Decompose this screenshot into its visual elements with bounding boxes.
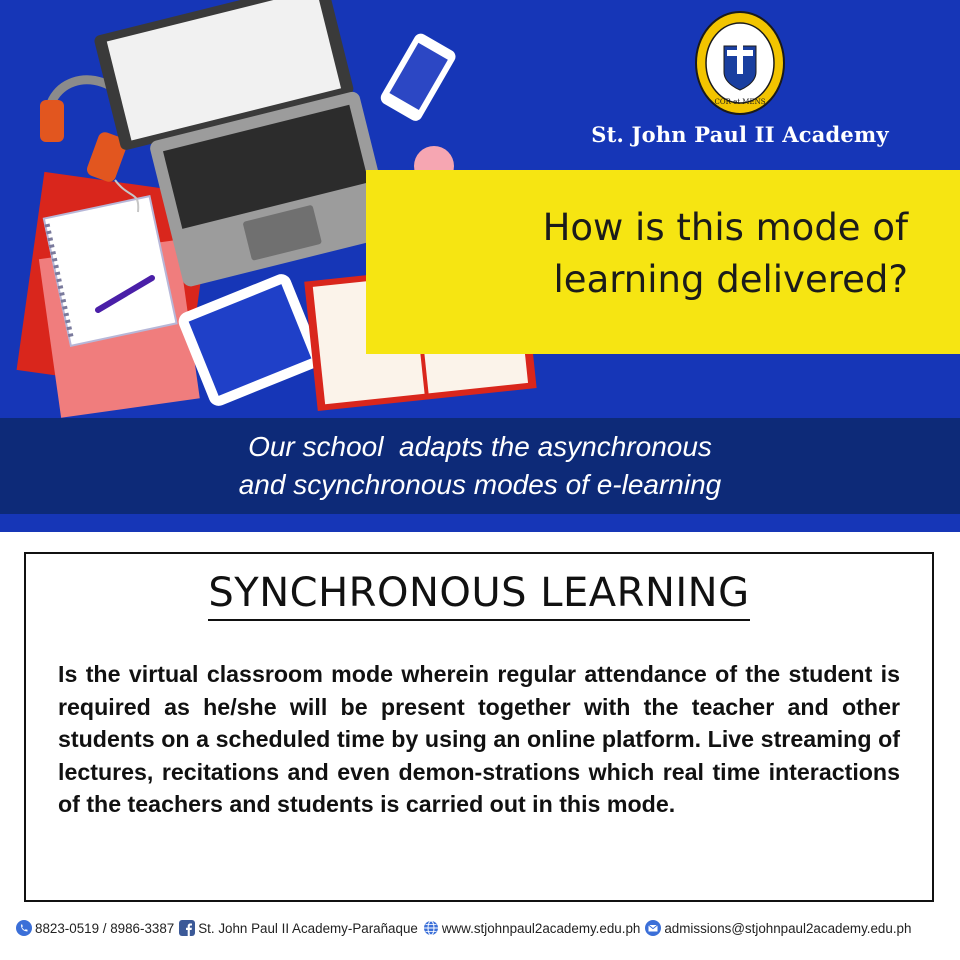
footer-facebook[interactable] [179, 920, 418, 936]
question-box [366, 170, 960, 354]
facebook-icon [179, 920, 195, 936]
subtitle-line-1: Our school adapts the asynchronous [248, 431, 712, 462]
footer-phone[interactable] [16, 920, 174, 936]
footer-facebook-text: St. John Paul II Academy-Parañaque [198, 920, 418, 936]
globe-icon [423, 920, 439, 936]
phone [378, 31, 458, 123]
phone-icon [16, 920, 32, 936]
footer-phone-text: 8823-0519 / 8986-3387 [35, 920, 175, 936]
footer-email[interactable] [645, 920, 911, 936]
school-logo [694, 10, 786, 116]
footer-email-text: admissions@stjohnpaul2academy.edu.ph [664, 920, 912, 936]
content-box [24, 552, 934, 902]
question-line-1: How is this mode of [542, 206, 908, 249]
footer-website-text: www.stjohnpaul2academy.edu.ph [441, 920, 641, 936]
subtitle [0, 428, 960, 504]
subtitle-line-2: and scynchronous modes of e-learning [238, 469, 722, 500]
section-body: Is the virtual classroom mode wherein regular attendance of the student is required as he/she will be present together with the teacher and other students on a scheduled time by using an online platform. Live streaming of lectures, recitations and even demon-strations which real time interactions of the teachers and students is carried out in this mode. [58, 661, 900, 817]
top-banner [0, 0, 960, 418]
banner-bottom-strip [0, 514, 960, 532]
school-name: St. John Paul II Academy [591, 122, 889, 147]
logo-motto: COR et MENS [714, 98, 766, 106]
subtitle-band [0, 418, 960, 514]
footer-website[interactable] [423, 920, 641, 936]
question-line-2: learning delivered? [553, 258, 908, 301]
section-heading [26, 570, 932, 616]
contact-footer [16, 916, 952, 940]
section-heading-text: SYNCHRONOUS LEARNING [208, 570, 749, 621]
question-heading [388, 202, 908, 306]
email-icon [645, 920, 661, 936]
